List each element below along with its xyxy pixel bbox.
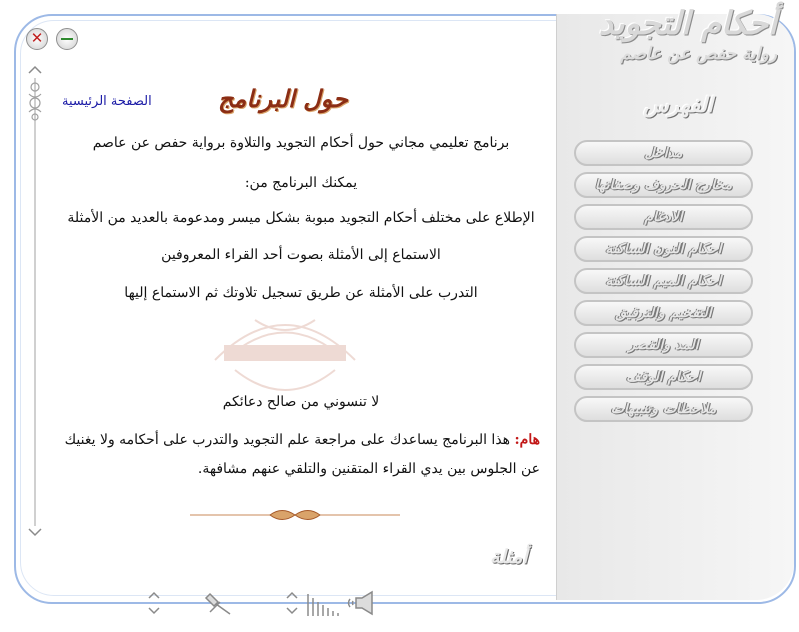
index-title: الفهرس: [643, 92, 713, 117]
examples-label[interactable]: أمثلة: [490, 546, 528, 568]
important-note: [56, 426, 540, 484]
logo-title: أحكام التجويد: [598, 4, 777, 42]
dua-line: لا تنسوني من صالح دعائكم: [222, 394, 380, 410]
up-down-arrows-icon[interactable]: [283, 588, 301, 618]
page-title: حول البرنامج: [218, 84, 348, 113]
arrow-down-icon[interactable]: [26, 526, 44, 538]
scroll-thumb[interactable]: [26, 80, 44, 122]
vertical-scrollbar[interactable]: [30, 64, 40, 540]
menu-item-notes[interactable]: ملاحظات وتنبيهات: [574, 396, 753, 422]
home-link[interactable]: الصفحة الرئيسية: [62, 94, 152, 109]
speaker-icon[interactable]: [346, 590, 382, 616]
intro-line: الاستماع إلى الأمثلة بصوت أحد القراء المعروفين: [161, 247, 441, 263]
up-down-arrows-icon[interactable]: [145, 588, 163, 618]
logo-subtitle: رواية حفص عن عاصم: [620, 44, 777, 64]
close-icon: ✕: [30, 29, 44, 47]
app-logo: [561, 0, 791, 80]
menu-item-idgham[interactable]: الادغام: [574, 204, 753, 230]
minimize-button[interactable]: [56, 28, 78, 50]
close-button[interactable]: [26, 28, 48, 50]
scroll-track: [34, 78, 36, 526]
divider-ornament-icon: [190, 506, 400, 524]
arrow-up-icon[interactable]: [26, 64, 44, 76]
menu-item-waqf[interactable]: احكام الوقف: [574, 364, 753, 390]
note-text: هذا البرنامج يساعدك على مراجعة علم التجويد والتدرب على أحكامه ولا يغنيك عن الجلوس بين يدي القراء المتقنين والتلقي عنهم مشافهة.: [64, 432, 540, 477]
intro-line: برنامج تعليمي مجاني حول أحكام التجويد والتلاوة برواية حفص عن عاصم: [92, 135, 510, 151]
menu-item-tafkhim[interactable]: التفخيم والترقيق: [574, 300, 753, 326]
intro-line: يمكنك البرنامج من:: [244, 175, 358, 191]
note-label: هام:: [514, 432, 540, 448]
menu-item-intro[interactable]: مداخل: [574, 140, 753, 166]
menu-item-madd[interactable]: المد والقصر: [574, 332, 753, 358]
menu-item-makharij[interactable]: مخارج الحروف وصفاتها: [574, 172, 753, 198]
volume-icon[interactable]: [305, 590, 345, 618]
intro-line: التدرب على الأمثلة عن طريق تسجيل تلاوتك ثم الاستماع إليها: [124, 285, 478, 301]
menu-item-mim-sakina[interactable]: احكام الميم الساكنة: [574, 268, 753, 294]
microphone-icon[interactable]: [204, 590, 234, 616]
intro-line: الإطلاع على مختلف أحكام التجويد مبوبة بشكل ميسر ومدعومة بالعديد من الأمثلة: [67, 210, 535, 226]
menu-item-nun-sakina[interactable]: احكام النون الساكنة: [574, 236, 753, 262]
